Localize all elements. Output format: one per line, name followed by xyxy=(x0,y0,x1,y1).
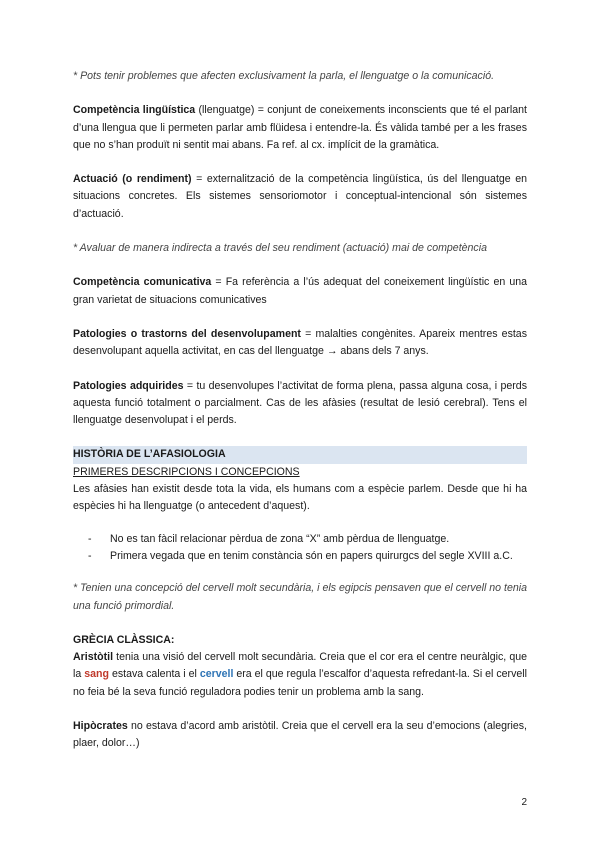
note-egipcis: * Tenien una concepció del cervell molt secundària, i els egipcis pensaven que el cervell no tenia una funció primordial. xyxy=(73,582,527,612)
paragraph-actuacio xyxy=(73,171,527,223)
paragraph-aristotil xyxy=(73,649,527,701)
paragraph-patologies-adquirides xyxy=(73,378,527,430)
list-item-text: No es tan fàcil relacionar pèrdua de zona “X” amb pèrdua de llenguatge. xyxy=(110,532,450,545)
term-actuacio: Actuació (o rendiment) xyxy=(73,173,197,186)
definition-patologies-adquirides: = tu desenvolupes l’activitat de forma plena, passa alguna cosa, i perds aquesta funció totalment o parcialment. Cas de les afàsies (resultat de lesió cerebral). Tens el llenguatge desenvolupat i el perds. xyxy=(73,379,527,427)
term-competencia-comunicativa: Competència comunicativa xyxy=(73,276,212,289)
paragraph-intro: Les afàsies han existit desde tota la vida, els humans com a espècie parlem. Desde que hi ha espècies hi ha llenguatge (o antecedent d’aquest). xyxy=(73,483,527,513)
definition-competencia-linguistica: (llenguatge) = conjunt de coneixements inconscients que té el parlant d’una llengua que li permeten parlar amb flüidesa i entendre-la. És vàlida també per a les frases que no s’han produït ni sentit mai abans. Fa ref. al cx. implícit de la gramàtica. xyxy=(73,104,527,151)
name-hipocrates: Hipòcrates xyxy=(73,720,128,733)
bullet-list xyxy=(73,531,527,566)
highlight-cervell: cervell xyxy=(199,668,234,681)
section-title: HISTÒRIA DE L’AFASIOLOGIA xyxy=(73,446,527,463)
note-parla: * Pots tenir problemes que afecten exclusivament la parla, el llenguatge o la comunicació. xyxy=(73,70,495,82)
aristotil-text-1: tenia una visió del cervell molt secundària. Creia que el cor era el centre neuràlgic, que la xyxy=(73,651,527,681)
aristotil-text-3: era el que regula l’escalfor d’aquesta refredant-la. Si el cervell no feia bé la seva funció reguladora podies tenir un problema amb la sang. xyxy=(73,668,527,698)
paragraph-competencia-linguistica xyxy=(73,102,527,154)
paragraph-patologies-desenvolupament xyxy=(73,326,527,361)
list-item xyxy=(88,531,527,548)
definition-actuacio: = externalització de la competència lingüística, ús del llenguatge en situacions concretes. Els sistemes sensoriomotor i conceptual-intencional són sistemes d’actuació. xyxy=(73,173,527,220)
paragraph-competencia-comunicativa xyxy=(73,274,527,309)
paragraph-hipocrates xyxy=(73,718,527,753)
term-patologies-adquirides: Patologies adquirides xyxy=(73,379,184,392)
definition-patologies-desenvolupament: = malalties congènites. Apareix mentres estas desenvolupant aquella activitat, en cas del llenguatge → abans dels 7 anys. xyxy=(73,327,527,358)
heading-grecia-classica: GRÈCIA CLÀSSICA: xyxy=(73,633,175,646)
dash-marker: - xyxy=(88,549,92,562)
note-avaluar: * Avaluar de manera indirecta a través del seu rendiment (actuació) mai de competència xyxy=(73,242,487,255)
name-aristotil: Aristòtil xyxy=(73,651,114,664)
term-patologies-desenvolupament: Patologies o trastorns del desenvolupament xyxy=(73,327,301,340)
definition-competencia-comunicativa: = Fa referència a l’ús adequat del coneixement lingüístic en una gran varietat de situacions comunicatives xyxy=(73,276,527,306)
document-page xyxy=(73,68,527,753)
aristotil-text-2: estava calenta i el xyxy=(108,668,200,681)
highlight-sang: sang xyxy=(84,668,109,681)
page-number: 2 xyxy=(521,797,527,808)
subsection-title: PRIMERES DESCRIPCIONS I CONCEPCIONS xyxy=(73,465,300,478)
list-item-text: Primera vegada que en tenim constància són en papers quirurgcs del segle XVIII a.C. xyxy=(110,549,513,562)
hipocrates-text: no estava d’acord amb aristòtil. Creia que el cervell era la seu d’emocions (alegries, plaer, dolor…) xyxy=(73,720,527,750)
dash-marker: - xyxy=(88,532,92,545)
list-item xyxy=(88,548,527,565)
term-competencia-linguistica: Competència lingüística xyxy=(73,104,196,117)
